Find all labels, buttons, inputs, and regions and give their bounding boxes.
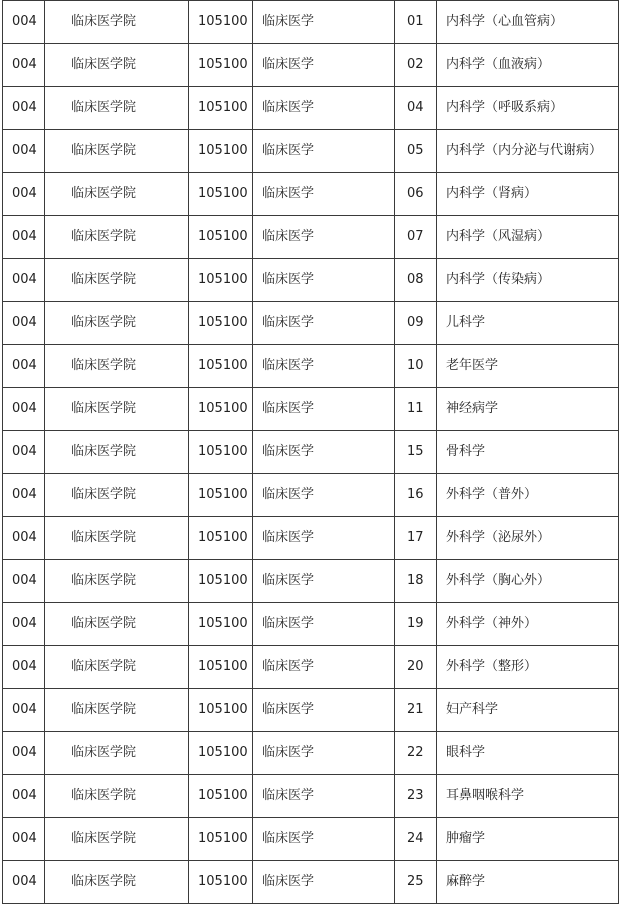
dept-code-cell: 004 bbox=[3, 689, 45, 732]
dept-code-cell: 004 bbox=[3, 259, 45, 302]
direction-name-cell: 妇产科学 bbox=[437, 689, 619, 732]
direction-code-cell: 05 bbox=[395, 130, 437, 173]
direction-name-cell: 内科学（风湿病） bbox=[437, 216, 619, 259]
dept-code-cell: 004 bbox=[3, 388, 45, 431]
dept-code-cell: 004 bbox=[3, 345, 45, 388]
direction-name-cell: 外科学（泌尿外） bbox=[437, 517, 619, 560]
table-row bbox=[3, 603, 619, 646]
major-code-cell: 105100 bbox=[189, 388, 253, 431]
major-code-cell: 105100 bbox=[189, 130, 253, 173]
direction-code-cell: 07 bbox=[395, 216, 437, 259]
table-row bbox=[3, 861, 619, 904]
college-cell: 临床医学院 bbox=[45, 173, 189, 216]
direction-code-cell: 17 bbox=[395, 517, 437, 560]
direction-code-cell: 08 bbox=[395, 259, 437, 302]
direction-code-cell: 15 bbox=[395, 431, 437, 474]
direction-code-cell: 20 bbox=[395, 646, 437, 689]
major-cell: 临床医学 bbox=[253, 732, 395, 775]
direction-name-cell: 外科学（普外） bbox=[437, 474, 619, 517]
table-row bbox=[3, 689, 619, 732]
direction-code-cell: 24 bbox=[395, 818, 437, 861]
college-cell: 临床医学院 bbox=[45, 388, 189, 431]
table-row bbox=[3, 259, 619, 302]
college-cell: 临床医学院 bbox=[45, 216, 189, 259]
dept-code-cell: 004 bbox=[3, 1, 45, 44]
dept-code-cell: 004 bbox=[3, 732, 45, 775]
college-cell: 临床医学院 bbox=[45, 44, 189, 87]
direction-code-cell: 09 bbox=[395, 302, 437, 345]
major-code-cell: 105100 bbox=[189, 560, 253, 603]
direction-code-cell: 02 bbox=[395, 44, 437, 87]
table-row bbox=[3, 87, 619, 130]
direction-name-cell: 肿瘤学 bbox=[437, 818, 619, 861]
direction-name-cell: 骨科学 bbox=[437, 431, 619, 474]
table-row bbox=[3, 130, 619, 173]
major-cell: 临床医学 bbox=[253, 861, 395, 904]
table-row bbox=[3, 302, 619, 345]
dept-code-cell: 004 bbox=[3, 44, 45, 87]
major-cell: 临床医学 bbox=[253, 474, 395, 517]
college-cell: 临床医学院 bbox=[45, 646, 189, 689]
program-table bbox=[2, 0, 619, 904]
major-cell: 临床医学 bbox=[253, 431, 395, 474]
direction-code-cell: 06 bbox=[395, 173, 437, 216]
college-cell: 临床医学院 bbox=[45, 1, 189, 44]
dept-code-cell: 004 bbox=[3, 130, 45, 173]
direction-name-cell: 外科学（整形） bbox=[437, 646, 619, 689]
college-cell: 临床医学院 bbox=[45, 603, 189, 646]
dept-code-cell: 004 bbox=[3, 173, 45, 216]
major-cell: 临床医学 bbox=[253, 517, 395, 560]
direction-code-cell: 21 bbox=[395, 689, 437, 732]
major-code-cell: 105100 bbox=[189, 603, 253, 646]
direction-code-cell: 25 bbox=[395, 861, 437, 904]
major-code-cell: 105100 bbox=[189, 1, 253, 44]
major-cell: 临床医学 bbox=[253, 216, 395, 259]
college-cell: 临床医学院 bbox=[45, 560, 189, 603]
dept-code-cell: 004 bbox=[3, 87, 45, 130]
major-code-cell: 105100 bbox=[189, 689, 253, 732]
direction-name-cell: 神经病学 bbox=[437, 388, 619, 431]
college-cell: 临床医学院 bbox=[45, 474, 189, 517]
major-code-cell: 105100 bbox=[189, 818, 253, 861]
college-cell: 临床医学院 bbox=[45, 689, 189, 732]
direction-code-cell: 19 bbox=[395, 603, 437, 646]
direction-name-cell: 内科学（传染病） bbox=[437, 259, 619, 302]
dept-code-cell: 004 bbox=[3, 775, 45, 818]
dept-code-cell: 004 bbox=[3, 818, 45, 861]
table-row bbox=[3, 732, 619, 775]
major-cell: 临床医学 bbox=[253, 775, 395, 818]
direction-name-cell: 外科学（胸心外） bbox=[437, 560, 619, 603]
direction-code-cell: 16 bbox=[395, 474, 437, 517]
direction-name-cell: 内科学（内分泌与代谢病） bbox=[437, 130, 619, 173]
table-row bbox=[3, 818, 619, 861]
table-row bbox=[3, 44, 619, 87]
college-cell: 临床医学院 bbox=[45, 87, 189, 130]
major-code-cell: 105100 bbox=[189, 44, 253, 87]
table-body bbox=[3, 1, 619, 904]
direction-name-cell: 儿科学 bbox=[437, 302, 619, 345]
table-row bbox=[3, 560, 619, 603]
dept-code-cell: 004 bbox=[3, 646, 45, 689]
direction-name-cell: 内科学（呼吸系病） bbox=[437, 87, 619, 130]
direction-name-cell: 内科学（肾病） bbox=[437, 173, 619, 216]
table-row bbox=[3, 345, 619, 388]
direction-name-cell: 外科学（神外） bbox=[437, 603, 619, 646]
dept-code-cell: 004 bbox=[3, 302, 45, 345]
major-cell: 临床医学 bbox=[253, 1, 395, 44]
major-cell: 临床医学 bbox=[253, 302, 395, 345]
college-cell: 临床医学院 bbox=[45, 130, 189, 173]
direction-name-cell: 耳鼻咽喉科学 bbox=[437, 775, 619, 818]
college-cell: 临床医学院 bbox=[45, 345, 189, 388]
direction-code-cell: 04 bbox=[395, 87, 437, 130]
major-code-cell: 105100 bbox=[189, 861, 253, 904]
dept-code-cell: 004 bbox=[3, 216, 45, 259]
major-code-cell: 105100 bbox=[189, 732, 253, 775]
college-cell: 临床医学院 bbox=[45, 818, 189, 861]
major-cell: 临床医学 bbox=[253, 259, 395, 302]
direction-name-cell: 麻醉学 bbox=[437, 861, 619, 904]
college-cell: 临床医学院 bbox=[45, 259, 189, 302]
major-code-cell: 105100 bbox=[189, 646, 253, 689]
college-cell: 临床医学院 bbox=[45, 302, 189, 345]
major-cell: 临床医学 bbox=[253, 173, 395, 216]
major-code-cell: 105100 bbox=[189, 474, 253, 517]
dept-code-cell: 004 bbox=[3, 517, 45, 560]
college-cell: 临床医学院 bbox=[45, 517, 189, 560]
major-code-cell: 105100 bbox=[189, 517, 253, 560]
major-code-cell: 105100 bbox=[189, 775, 253, 818]
college-cell: 临床医学院 bbox=[45, 732, 189, 775]
major-cell: 临床医学 bbox=[253, 603, 395, 646]
major-cell: 临床医学 bbox=[253, 130, 395, 173]
dept-code-cell: 004 bbox=[3, 560, 45, 603]
table-row bbox=[3, 216, 619, 259]
major-cell: 临床医学 bbox=[253, 818, 395, 861]
direction-code-cell: 01 bbox=[395, 1, 437, 44]
major-cell: 临床医学 bbox=[253, 87, 395, 130]
major-cell: 临床医学 bbox=[253, 646, 395, 689]
direction-code-cell: 23 bbox=[395, 775, 437, 818]
table-row bbox=[3, 474, 619, 517]
dept-code-cell: 004 bbox=[3, 431, 45, 474]
direction-code-cell: 18 bbox=[395, 560, 437, 603]
major-code-cell: 105100 bbox=[189, 345, 253, 388]
program-table-container bbox=[2, 0, 618, 904]
table-row bbox=[3, 517, 619, 560]
table-row bbox=[3, 1, 619, 44]
dept-code-cell: 004 bbox=[3, 474, 45, 517]
major-code-cell: 105100 bbox=[189, 302, 253, 345]
major-cell: 临床医学 bbox=[253, 345, 395, 388]
college-cell: 临床医学院 bbox=[45, 775, 189, 818]
direction-name-cell: 老年医学 bbox=[437, 345, 619, 388]
direction-code-cell: 22 bbox=[395, 732, 437, 775]
major-code-cell: 105100 bbox=[189, 431, 253, 474]
table-row bbox=[3, 646, 619, 689]
major-cell: 临床医学 bbox=[253, 560, 395, 603]
college-cell: 临床医学院 bbox=[45, 431, 189, 474]
table-row bbox=[3, 775, 619, 818]
dept-code-cell: 004 bbox=[3, 861, 45, 904]
direction-code-cell: 10 bbox=[395, 345, 437, 388]
major-cell: 临床医学 bbox=[253, 44, 395, 87]
direction-name-cell: 眼科学 bbox=[437, 732, 619, 775]
major-code-cell: 105100 bbox=[189, 259, 253, 302]
table-row bbox=[3, 388, 619, 431]
major-code-cell: 105100 bbox=[189, 173, 253, 216]
major-code-cell: 105100 bbox=[189, 216, 253, 259]
direction-name-cell: 内科学（心血管病） bbox=[437, 1, 619, 44]
college-cell: 临床医学院 bbox=[45, 861, 189, 904]
major-cell: 临床医学 bbox=[253, 388, 395, 431]
dept-code-cell: 004 bbox=[3, 603, 45, 646]
direction-code-cell: 11 bbox=[395, 388, 437, 431]
direction-name-cell: 内科学（血液病） bbox=[437, 44, 619, 87]
major-code-cell: 105100 bbox=[189, 87, 253, 130]
table-row bbox=[3, 431, 619, 474]
table-row bbox=[3, 173, 619, 216]
major-cell: 临床医学 bbox=[253, 689, 395, 732]
